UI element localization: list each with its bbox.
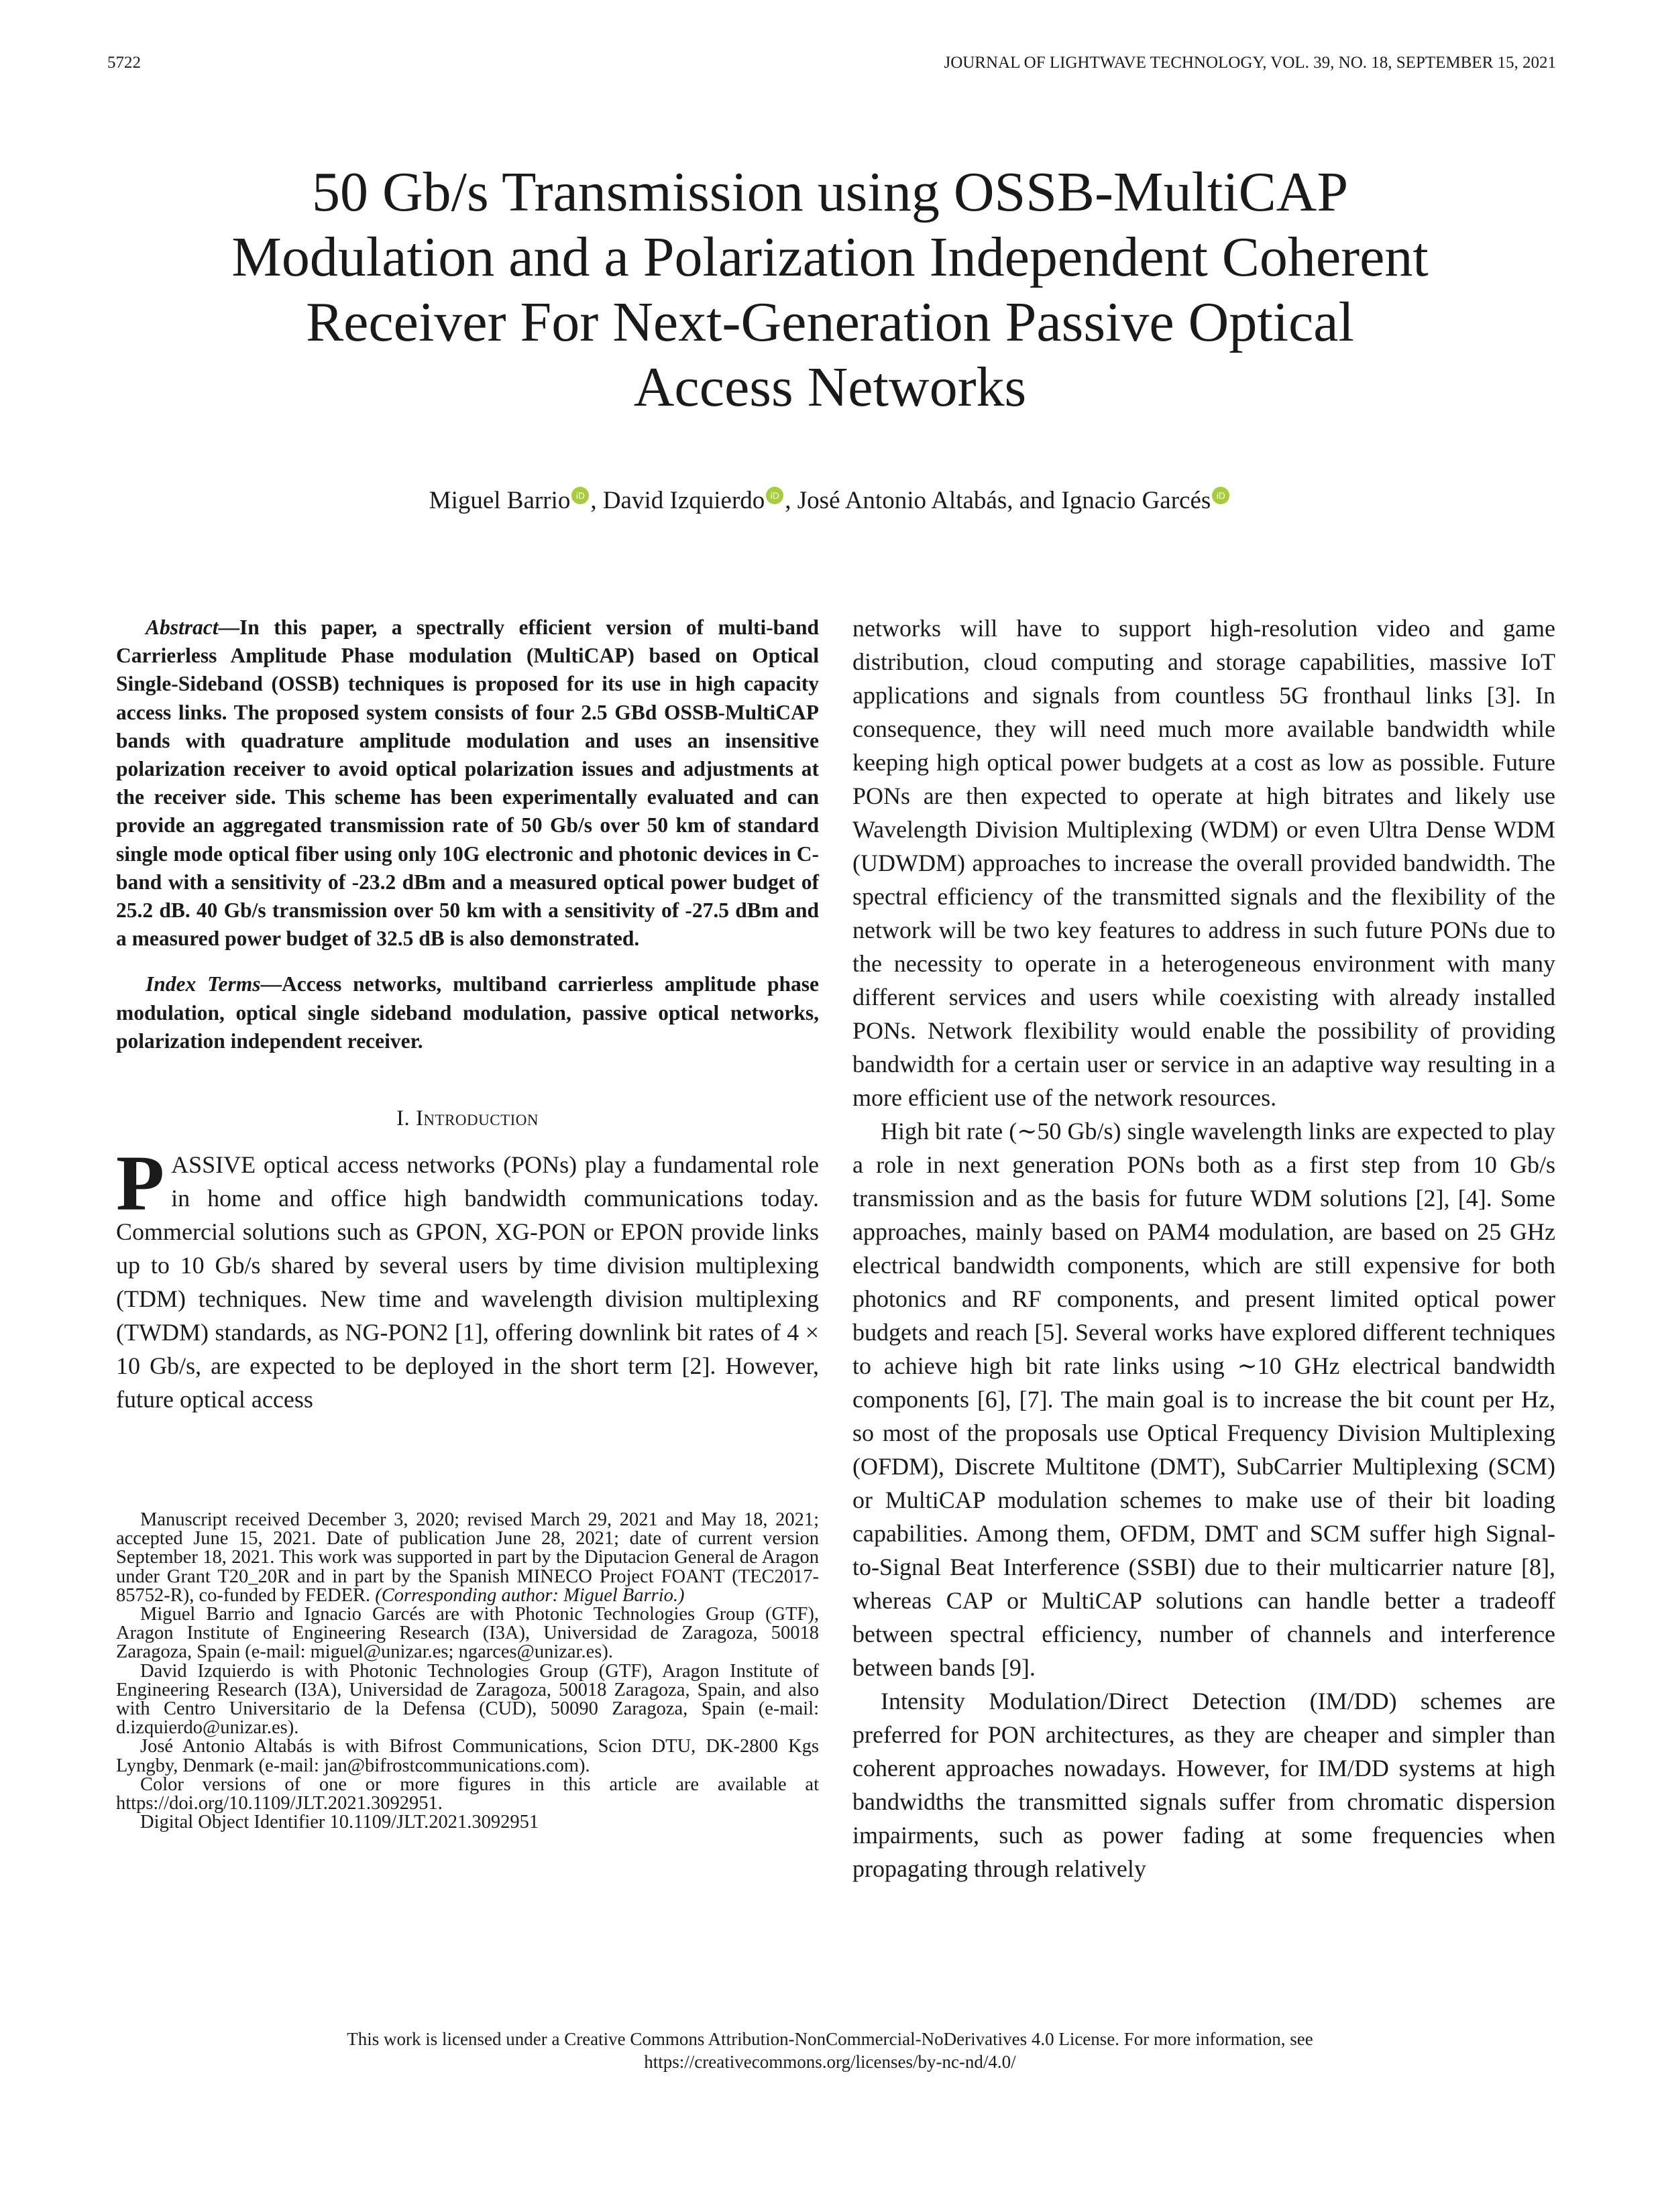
paragraph-text: optical access networks (PONs) play a fundamental role in home and office high bandwidth communications today. Commercial solutions such as GPON, XG-PON or EPON provide links up to 10 Gb/s shared by several users by time division multiplexing (TDM) techniques. New time and wavelength division multiplexing (TWDM) standards, as NG-PON2 [1], offering downlink bit rates of 4 × 10 Gb/s, are expected to be deployed in the short term [2]. However, future optical access — [116, 1151, 819, 1413]
footnote-received — [116, 1511, 819, 1605]
orcid-icon[interactable]: iD — [766, 487, 783, 504]
running-head — [107, 54, 1556, 72]
intro-paragraph — [116, 1139, 819, 1416]
section-heading: I. Introduction — [396, 1106, 539, 1131]
title-line: 50 Gb/s Transmission using OSSB-MultiCAP — [311, 161, 1349, 223]
author-list — [0, 485, 1660, 516]
title-line: Access Networks — [633, 356, 1027, 418]
index-terms — [116, 970, 819, 1055]
footnote-text: Manuscript received December 3, 2020; revised March 29, 2021 and May 18, 2021; accepted June 15, 2021. Date of publication June 28, 2021; date of current version September 18, 2021. This work was supported in part by the Diputacion General de Aragon under Grant T20_20R and in part by the Spanish MINECO Project FOANT (TEC2017-85752-R), co-funded by FEDER. — [116, 1509, 819, 1606]
left-column — [116, 614, 819, 1416]
orcid-icon[interactable]: iD — [571, 487, 589, 504]
first-word: ASSIVE — [171, 1151, 256, 1179]
abstract — [116, 614, 819, 953]
paragraph-continued: networks will have to support high-resolution video and game distribution, cloud computing and storage capabilities, massive IoT applications and signals from countless 5G fronthaul links [3]. In consequence, they will need much more available bandwidth while keeping high optical power budgets at a cost as low as possible. Future PONs are then expected to operate at high bitrates and likely use Wavelength Division Multiplexing (WDM) or even Ultra Dense WDM (UDWDM) approaches to increase the overall provided bandwidth. The spectral efficiency of the transmitted signals and the flexibility of the network will be two key features to address in such future PONs due to the necessity to operate in a heterogeneous environment with many different services and users while coexisting with already installed PONs. Network flexibility would enable the possibility of providing bandwidth for a certain user or service in an adaptive way resulting in a more efficient use of the network resources. — [852, 615, 1555, 1111]
paragraph: High bit rate (∼50 Gb/s) single wavelength links are expected to play a role in next generation PONs both as a first step from 10 Gb/s transmission and as the basis for future WDM solutions [2], [4]. Some approaches, mainly based on PAM4 modulation, are based on 25 GHz electrical bandwidth components, which are still expensive for both photonics and RF components, and present limited optical power budgets and reach [5]. Several works have explored different techniques to achieve high bit rate links using ∼10 GHz electrical bandwidth components [6], [7]. The main goal is to increase the bit count per Hz, so most of the proposals use Optical Frequency Division Multiplexing (OFDM), Discrete Multitone (DMT), SubCarrier Multiplexing (SCM) or MultiCAP modulation schemes to make use of their bit loading capabilities. Among them, OFDM, DMT and SCM suffer high Signal-to-Signal Beat Interference (SSBI) due to their multicarrier nature [8], whereas CAP or MultiCAP solutions can handle better a tradeoff between spectral efficiency, number of channels and interference between bands [9]. — [852, 1118, 1555, 1681]
journal-info: JOURNAL OF LIGHTWAVE TECHNOLOGY, VOL. 39, NO. 18, SEPTEMBER 15, 2021 — [944, 54, 1556, 72]
abstract-text: —In this paper, a spectrally efficient version of multi-band Carrierless Amplitude Phase modulation (MultiCAP) based on Optical Single-Sideband (OSSB) techniques is proposed for its use in high capacity access links. The proposed system consists of four 2.5 GBd OSSB-MultiCAP bands with quadrature amplitude modulation and uses an insensitive polarization receiver to avoid optical polarization issues and adjustments at the receiver side. This scheme has been experimentally evaluated and can provide an aggregated transmission rate of 50 Gb/s over 50 km of standard single mode optical fiber using only 10G electronic and photonic devices in C-band with a sensitivity of -23.2 dBm and a measured optical power budget of 25.2 dB. 40 Gb/s transmission over 50 km with a sensitivity of -27.5 dBm and a measured power budget of 32.5 dB is also demonstrated. — [116, 616, 819, 951]
footnotes — [116, 1511, 819, 1832]
license-text: This work is licensed under a Creative Commons Attribution-NonCommercial-NoDerivatives 4.0 License. For more information, see — [347, 2029, 1313, 2049]
author-name: , David Izquierdo — [590, 487, 765, 514]
title-line: Receiver For Next-Generation Passive Optical — [306, 291, 1354, 353]
orcid-icon[interactable]: iD — [1212, 487, 1229, 504]
paragraph: Intensity Modulation/Direct Detection (IM/DD) schemes are preferred for PON architectures, as they are cheaper and simpler than coherent approaches nowadays. However, for IM/DD systems at high bandwidths the transmitted signals suffer from chromatic dispersion impairments, such as power fading at some frequencies when propagating through relatively — [852, 1688, 1555, 1882]
paper-title — [101, 160, 1559, 420]
corresponding-author: (Corresponding author: Miguel Barrio.) — [375, 1584, 685, 1606]
footnote-color-note: Color versions of one or more figures in this article are available at https://doi.org/10.1109/JLT.2021.3092951. — [116, 1773, 819, 1814]
page-number: 5722 — [107, 54, 141, 72]
title-line: Modulation and a Polarization Independent Coherent — [231, 226, 1429, 288]
footnote-affiliation: David Izquierdo is with Photonic Technologies Group (GTF), Aragon Institute of Engineering Research (I3A), Universidad de Zaragoza, 50018 Zaragoza, Spain, and also with Centro Universitario de la Defensa (CUD), 50090 Zaragoza, Spain (e-mail: d.izquierdo@unizar.es). — [116, 1660, 819, 1739]
license-notice — [0, 2028, 1660, 2073]
index-terms-text: —Access networks, multiband carrierless amplitude phase modulation, optical single sideband modulation, passive optical networks, polarization independent receiver. — [116, 972, 819, 1053]
author-name: Miguel Barrio — [429, 487, 571, 514]
license-link[interactable]: https://creativecommons.org/licenses/by-nc-nd/4.0/ — [644, 2052, 1016, 2072]
abstract-label: Abstract — [146, 616, 219, 639]
right-column — [852, 612, 1555, 1885]
index-terms-label: Index Terms — [146, 972, 261, 996]
footnote-doi: Digital Object Identifier 10.1109/JLT.2021.3092951 — [140, 1812, 539, 1833]
footnote-affiliation: José Antonio Altabás is with Bifrost Communications, Scion DTU, DK-2800 Kgs Lyngby, Denmark (e-mail: jan@bifrostcommunications.com). — [116, 1736, 819, 1776]
author-name: , José Antonio Altabás, and Ignacio Garcés — [785, 487, 1211, 514]
footnote-affiliation: Miguel Barrio and Ignacio Garcés are with Photonic Technologies Group (GTF), Aragon Institute of Engineering Research (I3A), Universidad de Zaragoza, 50018 Zaragoza, Spain (e-mail: miguel@unizar.es; ngarces@unizar.es). — [116, 1604, 819, 1663]
drop-cap: P — [116, 1139, 165, 1228]
